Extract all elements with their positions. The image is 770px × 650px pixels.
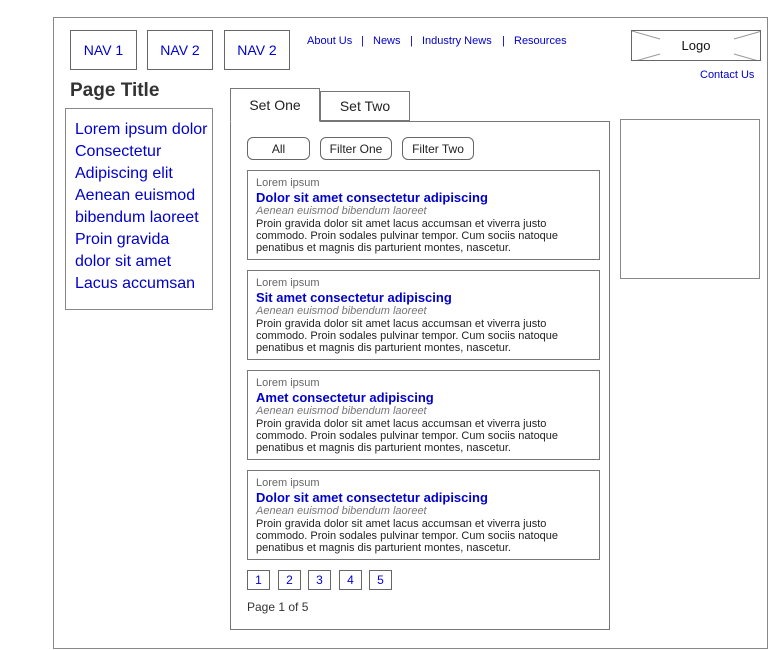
sidebar-item[interactable]: Consectetur [75,143,162,160]
page-4-button[interactable]: 4 [339,570,362,590]
logo[interactable] [631,30,761,61]
list-item [247,270,600,360]
list-item [247,170,600,260]
nav-item-2[interactable]: NAV 2 [147,30,213,70]
page-title: Page Title [70,80,160,101]
link-industry-news[interactable]: Industry News [422,35,492,47]
card-title-link[interactable]: Dolor sit amet consectetur adipiscing [256,190,488,205]
sidebar-item[interactable]: Aenean euismod [75,187,196,204]
card-subtitle: Aenean euismod bibendum laoreet [256,405,427,417]
page-2-button[interactable]: 2 [278,570,301,590]
tab-set-two[interactable]: Set Two [320,91,410,121]
card-kicker: Lorem ipsum [256,277,320,289]
nav-item-3[interactable]: NAV 2 [224,30,290,70]
card-kicker: Lorem ipsum [256,477,320,489]
link-contact-us[interactable]: Contact Us [700,69,755,81]
card-title-link[interactable]: Amet consectetur adipiscing [256,390,434,405]
link-about-us[interactable]: About Us [307,35,353,47]
list-item [247,370,600,460]
link-resources[interactable]: Resources [514,35,567,47]
filter-one-button[interactable]: Filter One [320,137,392,160]
card-body: Proin gravida dolor sit amet lacus accumsan et viverra justo commodo. Proin sodales pulvinar tempor. Cum sociis natoque penatibus et magnis dis parturient montes, nascetur. [256,418,559,454]
sidebar-item[interactable]: Lacus accumsan [75,275,196,292]
page-1-button[interactable]: 1 [247,570,270,590]
card-kicker: Lorem ipsum [256,177,320,189]
page-status: Page 1 of 5 [247,600,309,614]
card-body: Proin gravida dolor sit amet lacus accumsan et viverra justo commodo. Proin sodales pulvinar tempor. Cum sociis natoque penatibus et magnis dis parturient montes, nascetur. [256,518,559,554]
filter-all-button[interactable]: All [247,137,310,160]
card-title-link[interactable]: Dolor sit amet consectetur adipiscing [256,490,488,505]
sidebar-item[interactable]: bibendum laoreet [75,209,199,226]
link-separator: | [410,35,413,47]
card-kicker: Lorem ipsum [256,377,320,389]
filter-two-button[interactable]: Filter Two [402,137,474,160]
logo-label: Logo [681,38,711,53]
sidebar-item[interactable]: Lorem ipsum dolor [75,121,208,138]
card-subtitle: Aenean euismod bibendum laoreet [256,205,427,217]
link-separator: | [502,35,505,47]
nav-item-1[interactable]: NAV 1 [70,30,137,70]
page-3-button[interactable]: 3 [308,570,331,590]
card-body: Proin gravida dolor sit amet lacus accumsan et viverra justo commodo. Proin sodales pulvinar tempor. Cum sociis natoque penatibus et magnis dis parturient montes, nascetur. [256,318,559,354]
sidebar-item[interactable]: dolor sit amet [75,253,172,270]
link-news[interactable]: News [373,35,401,47]
ad-placeholder [620,119,760,279]
link-separator: | [361,35,364,47]
card-title-link[interactable]: Sit amet consectetur adipiscing [256,290,452,305]
sidebar-item[interactable]: Adipiscing elit [75,165,173,182]
tab-set-one[interactable]: Set One [230,88,320,122]
card-subtitle: Aenean euismod bibendum laoreet [256,505,427,517]
list-item [247,470,600,560]
sidebar-list [65,108,213,310]
page-5-button[interactable]: 5 [369,570,392,590]
card-subtitle: Aenean euismod bibendum laoreet [256,305,427,317]
sidebar-item[interactable]: Proin gravida [75,231,170,248]
card-body: Proin gravida dolor sit amet lacus accumsan et viverra justo commodo. Proin sodales pulvinar tempor. Cum sociis natoque penatibus et magnis dis parturient montes, nascetur. [256,218,559,254]
